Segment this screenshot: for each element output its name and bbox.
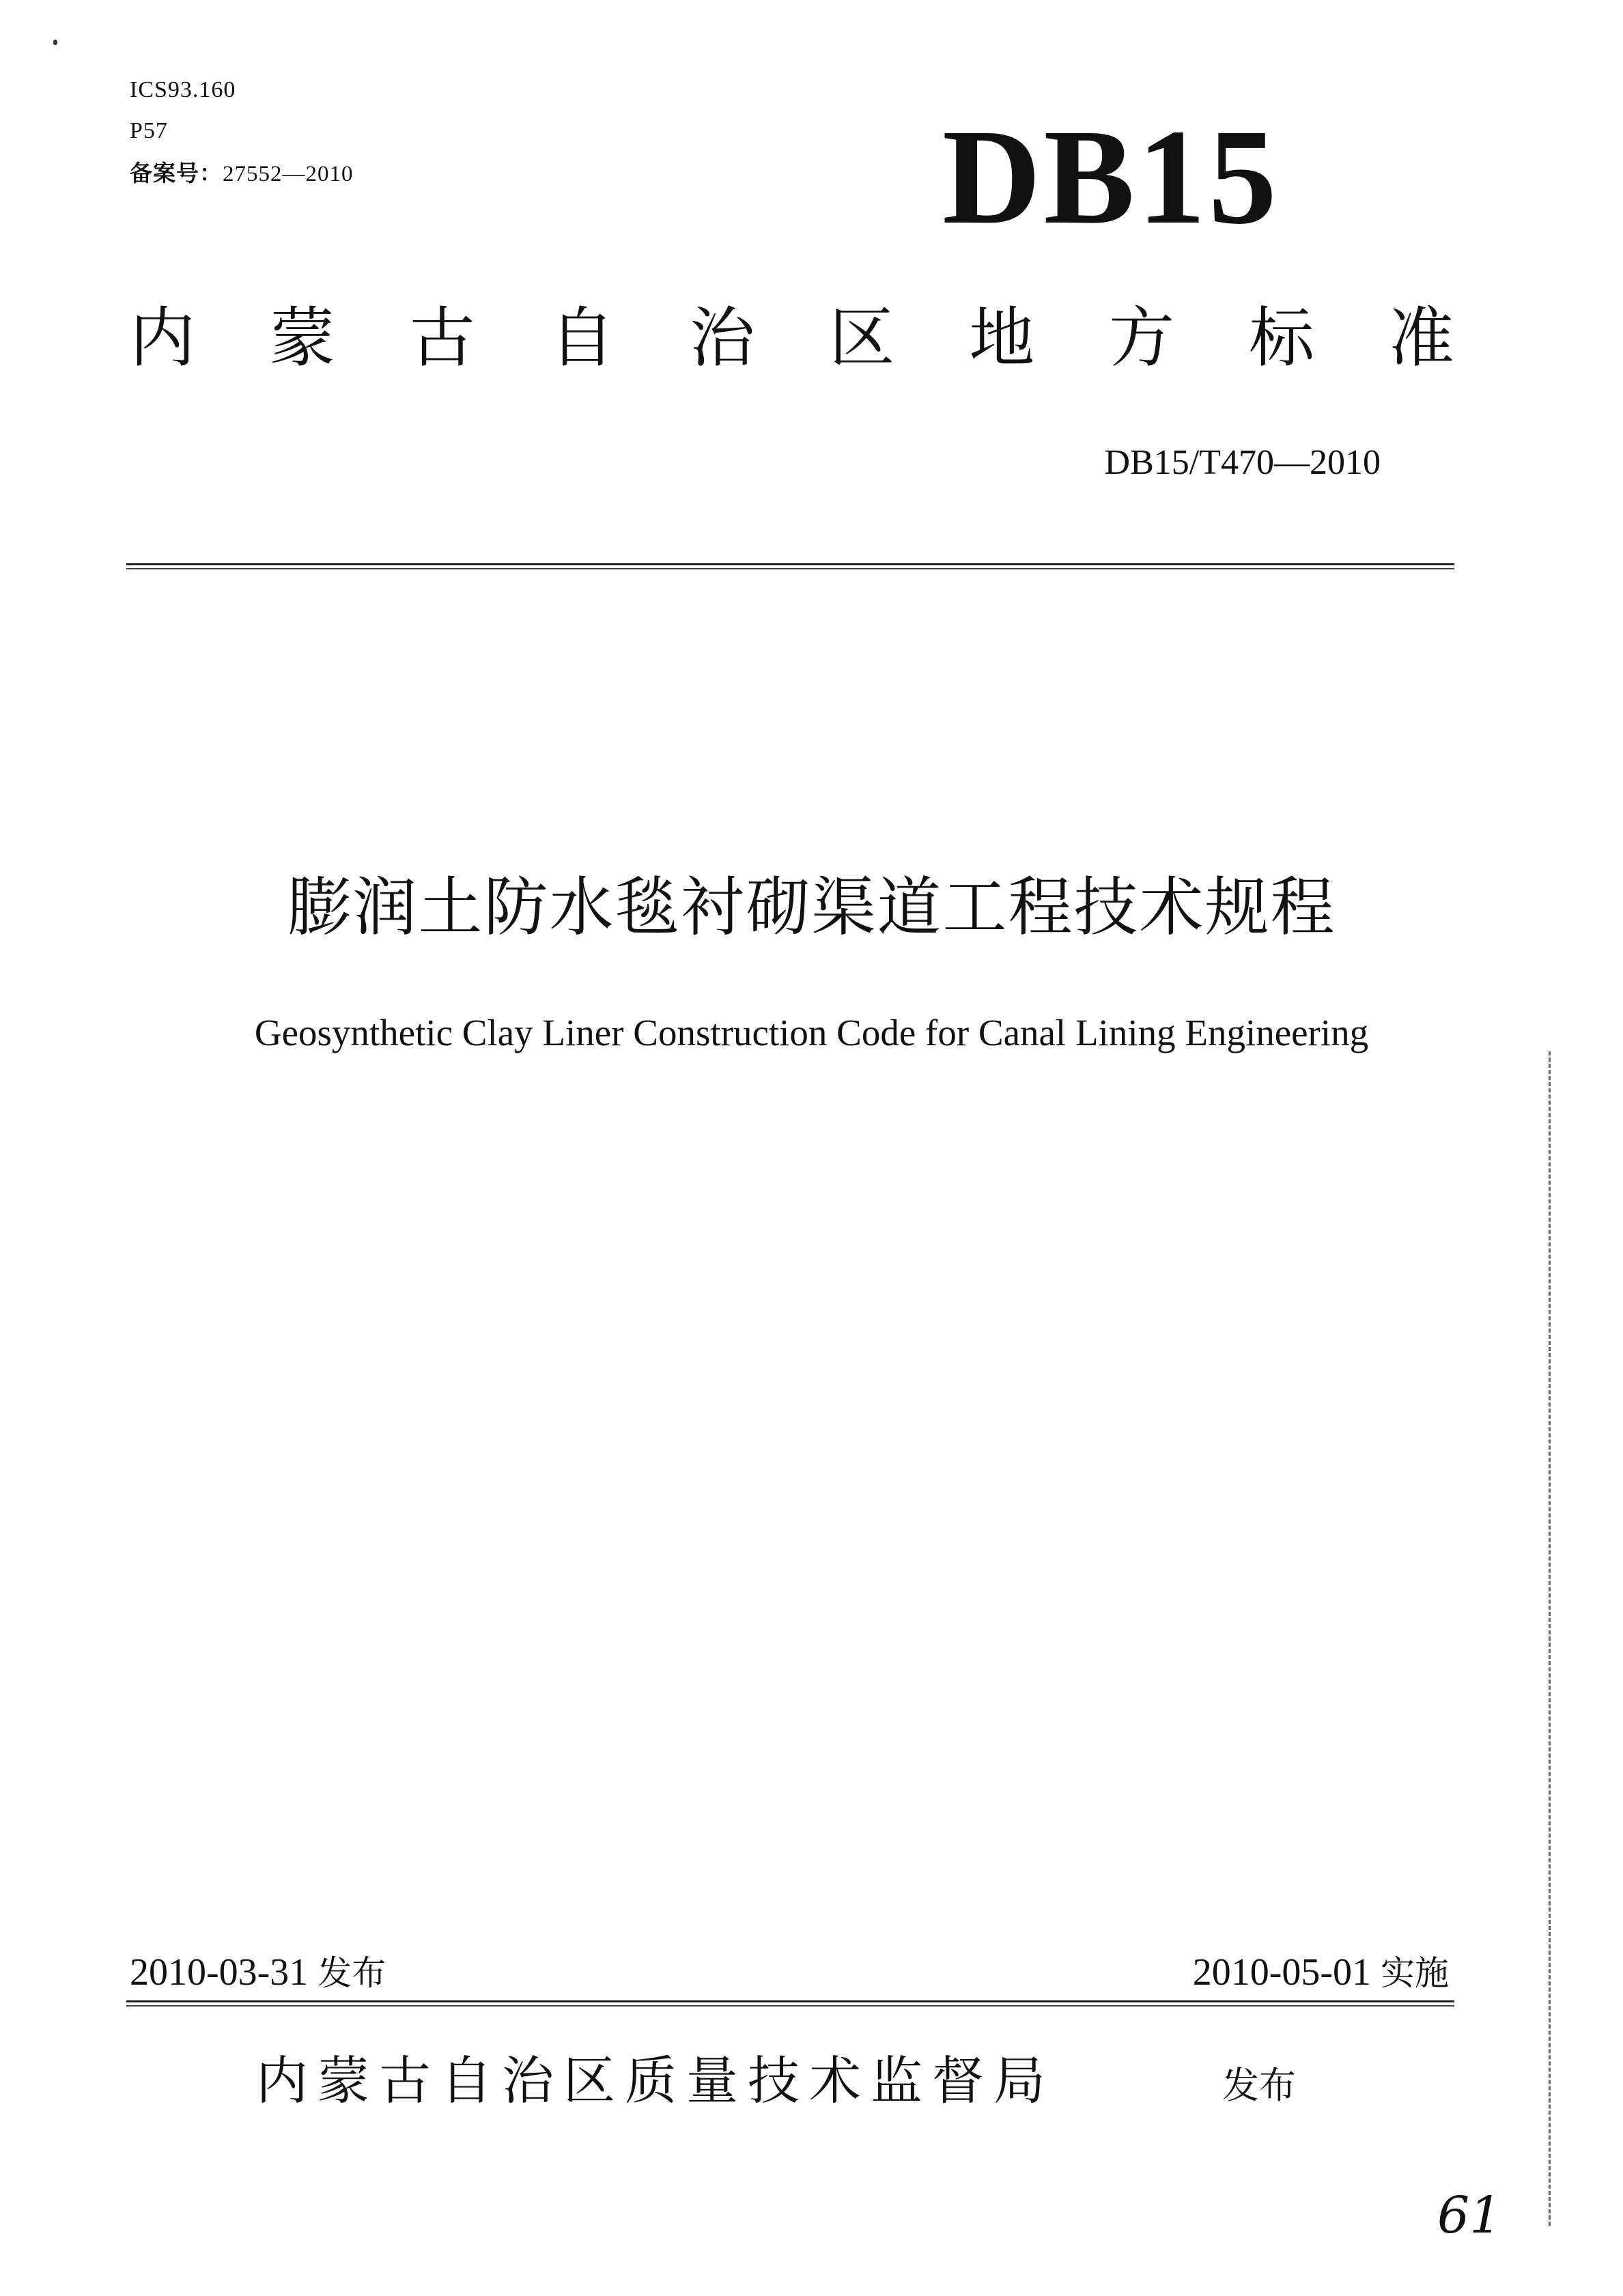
standard-type-char: 标 [1249,300,1314,376]
top-divider [126,563,1454,565]
issue-label: 发布 [317,1953,386,1993]
binding-margin-line [1549,1051,1551,2226]
record-number-value: 27552—2010 [223,162,354,186]
effective-date-line [1193,1950,1449,1996]
standard-type-char: 区 [829,300,895,376]
standard-type-char: 古 [409,300,475,376]
standard-brand-code: DB15 [942,102,1280,253]
standard-type-char: 准 [1388,300,1454,376]
ics-code: ICS93.160 [130,77,236,102]
standard-number: DB15/T470—2010 [1104,443,1381,482]
document-title-chinese: 膨润土防水毯衬砌渠道工程技术规程 [287,870,1336,945]
standard-type-char: 蒙 [269,300,335,376]
standard-type-char: 治 [689,300,755,376]
issue-date-line [130,1950,386,1996]
effective-date: 2010-05-01 [1192,1951,1371,1994]
effective-label: 实施 [1381,1953,1449,1993]
bottom-divider [126,2000,1454,2002]
top-divider-inner [126,568,1454,569]
record-number-line [130,160,354,188]
standard-type-char: 自 [549,300,615,376]
issue-date: 2010-03-31 [130,1951,309,1994]
standard-type-heading [130,300,1454,375]
document-title-english: Geosynthetic Clay Liner Construction Code for Canal Lining Engineering [254,1012,1369,1053]
bottom-divider-inner [126,2005,1454,2007]
standard-type-char: 方 [1109,300,1175,376]
standard-type-char: 地 [969,300,1035,376]
issuing-authority-suffix: 发布 [1222,2064,1296,2107]
record-number-label: 备案号： [130,160,223,186]
standard-type-char: 内 [130,300,195,376]
issuing-authority: 内蒙古自治区质量技术监督局 [256,2050,1055,2111]
handwritten-page-mark: 61 [1437,2186,1502,2245]
ccs-code: P57 [130,118,168,143]
scan-speck [53,40,57,45]
